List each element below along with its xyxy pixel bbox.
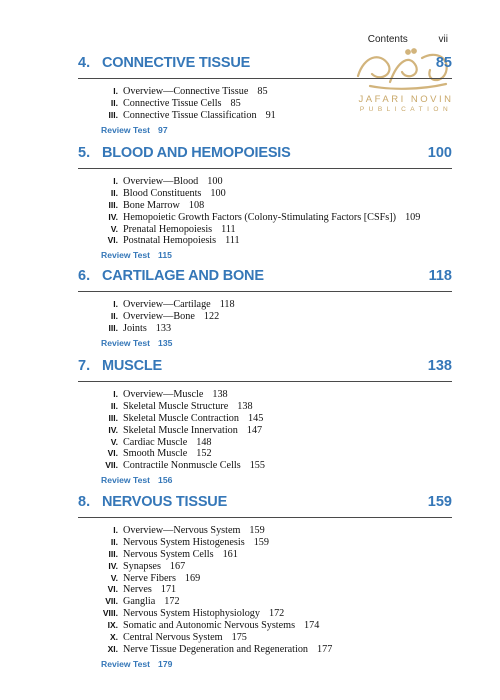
section-page: 159	[249, 525, 265, 536]
logo-subtitle: PUBLICATION	[359, 106, 453, 113]
section-page: 85	[257, 86, 268, 97]
chapter-5	[78, 145, 452, 260]
section-title: Joints	[123, 322, 147, 334]
toc-entry[interactable]	[78, 200, 452, 212]
section-title: Nervous System Histogenesis	[123, 536, 245, 548]
toc-entry[interactable]	[78, 644, 452, 656]
chapter-title: MUSCLE	[102, 358, 163, 374]
chapter-number: 7.	[78, 358, 91, 374]
section-number: VIII.	[102, 608, 118, 619]
chapter-6	[78, 268, 452, 348]
section-number: III.	[108, 548, 118, 559]
chapter-heading[interactable]	[78, 268, 452, 288]
chapter-page: 138	[427, 358, 452, 374]
section-title: Connective Tissue Cells	[123, 97, 222, 109]
chapter-page: 85	[435, 55, 452, 71]
toc-entry[interactable]	[78, 584, 452, 596]
section-title: Connective Tissue Classification	[123, 109, 257, 121]
section-number: II.	[110, 536, 118, 547]
section-page: 109	[405, 211, 421, 223]
section-title: Nerve Tissue Degeneration and Regeneration	[123, 643, 309, 655]
toc-entry[interactable]	[78, 98, 452, 110]
section-number: I.	[113, 86, 118, 96]
section-page: 145	[248, 412, 264, 424]
section-number: II.	[110, 310, 118, 321]
chapter-page: 100	[427, 145, 452, 161]
chapter-rule	[78, 78, 452, 79]
section-page: 155	[249, 460, 265, 472]
running-head-page: vii	[438, 34, 448, 45]
section-title: Bone Marrow	[123, 199, 180, 211]
toc-entry[interactable]	[78, 413, 452, 425]
section-page: 108	[188, 199, 205, 211]
toc-entry[interactable]	[78, 86, 452, 98]
chapter-page: 159	[427, 494, 452, 510]
section-title: Cardiac Muscle	[123, 436, 188, 448]
section-page: 174	[304, 620, 320, 632]
section-title: Nervous System Histophysiology	[123, 608, 260, 620]
section-number: V.	[110, 223, 118, 234]
toc-entry[interactable]	[78, 448, 452, 460]
review-test-link[interactable]	[78, 659, 452, 669]
toc-entry[interactable]	[78, 620, 452, 632]
toc-entry[interactable]	[78, 311, 452, 323]
section-title: Overview—Cartilage	[123, 299, 211, 310]
logo-name: JAFARI NOVIN	[358, 94, 454, 105]
chapter-heading[interactable]	[78, 358, 452, 378]
section-title: Overview—Bone	[123, 310, 195, 322]
toc-entry[interactable]	[78, 224, 452, 236]
section-number: V.	[110, 572, 118, 583]
chapter-rule	[78, 168, 452, 169]
toc-entry[interactable]	[78, 460, 452, 472]
section-number: IV.	[108, 211, 118, 222]
section-list	[78, 86, 452, 122]
review-page: 115	[158, 250, 172, 261]
section-number: III.	[108, 412, 118, 423]
toc-entry[interactable]	[78, 389, 452, 401]
section-number: I.	[113, 299, 118, 309]
section-number: VII.	[105, 460, 118, 471]
toc-entry[interactable]	[78, 176, 452, 188]
section-title: Overview—Muscle	[123, 389, 204, 400]
section-page: 177	[317, 643, 333, 655]
section-page: 138	[237, 400, 253, 412]
toc-entry[interactable]	[78, 235, 452, 247]
section-page: 169	[184, 572, 201, 584]
section-number: III.	[108, 199, 118, 210]
chapter-rule	[78, 291, 452, 292]
section-page: 138	[212, 389, 228, 400]
toc-entry[interactable]	[78, 323, 452, 335]
section-title: Contractile Nonmuscle Cells	[123, 460, 241, 472]
chapter-title: BLOOD AND HEMOPOIESIS	[102, 145, 291, 161]
chapter-number: 6.	[78, 268, 91, 284]
section-number: I.	[113, 525, 118, 535]
section-title: Overview—Nervous System	[123, 525, 241, 536]
chapter-title: CONNECTIVE TISSUE	[102, 55, 251, 71]
section-title: Postnatal Hemopoiesis	[123, 235, 217, 247]
chapter-8	[78, 494, 452, 669]
section-page: 133	[155, 322, 172, 334]
section-number: VI.	[107, 235, 118, 246]
section-page: 152	[196, 448, 212, 460]
section-number: VII.	[105, 596, 118, 607]
section-title: Central Nervous System	[123, 632, 223, 644]
section-page: 172	[164, 596, 180, 608]
section-page: 111	[221, 223, 236, 235]
toc-entry[interactable]	[78, 596, 452, 608]
toc-entry[interactable]	[78, 608, 452, 620]
section-title: Somatic and Autonomic Nervous Systems	[123, 620, 296, 632]
section-number: III.	[108, 109, 118, 120]
review-label: Review Test	[101, 475, 151, 486]
section-list	[78, 389, 452, 472]
chapter-4	[78, 55, 452, 135]
section-list	[78, 299, 452, 335]
review-label: Review Test	[101, 658, 151, 669]
toc-entry[interactable]	[78, 188, 452, 200]
review-test-link[interactable]	[78, 338, 452, 348]
section-title: Prenatal Hemopoiesis	[123, 223, 213, 235]
toc-entry[interactable]	[78, 537, 452, 549]
review-label: Review Test	[101, 250, 151, 261]
toc-entry[interactable]	[78, 110, 452, 122]
section-title: Overview—Connective Tissue	[123, 86, 249, 97]
section-page: 161	[222, 548, 238, 560]
chapter-title: NERVOUS TISSUE	[102, 494, 228, 510]
section-number: IX.	[107, 620, 118, 631]
chapter-7	[78, 358, 452, 485]
section-title: Skeletal Muscle Structure	[123, 400, 229, 412]
section-title: Nervous System Cells	[123, 548, 214, 560]
section-number: VI.	[107, 448, 118, 459]
section-page: 171	[160, 584, 177, 596]
section-number: V.	[110, 436, 118, 447]
section-number: IV.	[108, 424, 118, 435]
review-test-link[interactable]	[78, 250, 452, 260]
section-page: 111	[225, 235, 240, 247]
section-page: 100	[207, 176, 223, 187]
section-number: VI.	[107, 584, 118, 595]
section-title: Hemopoietic Growth Factors (Colony-Stimulating Factors [CSFs])	[123, 211, 397, 223]
section-page: 175	[231, 632, 247, 644]
section-title: Nerve Fibers	[123, 572, 176, 584]
section-number: III.	[108, 322, 118, 333]
section-list	[78, 176, 452, 247]
review-page: 135	[158, 337, 173, 348]
toc-entry[interactable]	[78, 573, 452, 585]
section-page: 159	[253, 536, 269, 548]
chapter-number: 5.	[78, 145, 91, 161]
toc-entry[interactable]	[78, 425, 452, 437]
chapter-title: CARTILAGE AND BONE	[102, 268, 264, 284]
section-number: X.	[109, 632, 118, 643]
section-title: Skeletal Muscle Contraction	[123, 412, 239, 424]
toc-entry[interactable]	[78, 549, 452, 561]
toc-entry[interactable]	[78, 401, 452, 413]
section-number: II.	[110, 187, 118, 198]
toc-entry[interactable]	[78, 212, 452, 224]
section-number: I.	[113, 176, 118, 186]
section-page: 91	[265, 109, 276, 121]
chapter-heading[interactable]	[78, 494, 452, 514]
chapter-rule	[78, 517, 452, 518]
chapter-rule	[78, 381, 452, 382]
review-test-link[interactable]	[78, 125, 452, 135]
section-list	[78, 525, 452, 656]
chapter-number: 4.	[78, 55, 91, 71]
toc-entry[interactable]	[78, 437, 452, 449]
toc-entry[interactable]	[78, 561, 452, 573]
section-number: XI.	[107, 643, 118, 654]
section-page: 118	[219, 299, 235, 310]
section-number: I.	[113, 389, 118, 399]
section-number: II.	[110, 97, 118, 108]
section-number: IV.	[108, 560, 118, 571]
toc-entry[interactable]	[78, 632, 452, 644]
section-page: 172	[268, 608, 285, 620]
review-page: 97	[158, 124, 168, 135]
section-title: Blood Constituents	[123, 187, 202, 199]
section-title: Smooth Muscle	[123, 448, 188, 460]
review-test-link[interactable]	[78, 475, 452, 485]
section-page: 148	[196, 436, 212, 448]
section-title: Skeletal Muscle Innervation	[123, 424, 238, 436]
section-page: 122	[203, 310, 220, 322]
chapter-heading[interactable]	[78, 55, 452, 75]
review-label: Review Test	[101, 124, 151, 135]
chapter-page: 118	[428, 268, 452, 284]
running-head-title: Contents	[367, 34, 408, 45]
section-title: Ganglia	[123, 596, 156, 608]
section-page: 100	[210, 187, 226, 199]
review-label: Review Test	[101, 337, 151, 348]
chapter-heading[interactable]	[78, 145, 452, 165]
review-page: 179	[158, 658, 173, 669]
toc-entry[interactable]	[78, 299, 452, 311]
section-number: II.	[110, 400, 118, 411]
running-head	[368, 34, 448, 45]
section-title: Nerves	[123, 584, 152, 596]
review-page: 156	[158, 475, 173, 486]
section-page: 167	[169, 560, 186, 572]
section-page: 147	[246, 424, 263, 436]
section-page: 85	[230, 97, 241, 109]
chapter-number: 8.	[78, 494, 91, 510]
section-title: Synapses	[123, 560, 161, 572]
toc-entry[interactable]	[78, 525, 452, 537]
section-title: Overview—Blood	[123, 176, 199, 187]
